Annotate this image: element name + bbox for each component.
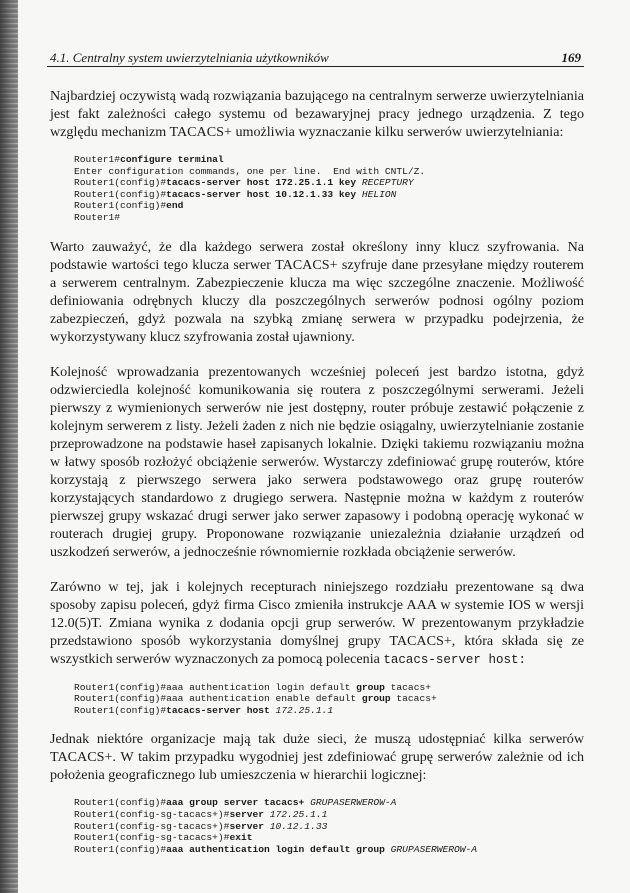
code-line: [74, 200, 584, 212]
code-line: [74, 797, 584, 809]
code-prompt: Enter configuration commands, one per line. End with CNTL/Z.: [74, 165, 426, 177]
code-arg: tacacs+: [384, 681, 431, 693]
running-header: [47, 48, 584, 67]
code-prompt: Router1(config-sg-tacacs+)#: [74, 808, 230, 820]
inline-command: tacacs-server host:: [383, 652, 526, 667]
code-val: 172.25.1.1: [269, 808, 328, 820]
code-prompt: Router1#: [74, 154, 121, 165]
code-line: [74, 166, 584, 178]
code-val: 172.25.1.1: [275, 704, 334, 716]
code-line: [74, 682, 584, 694]
code-prompt: Router1(config)#aaa authentication enable default: [74, 693, 362, 705]
paragraph-5: Jednak niektóre organizacje mają tak duże sieci, że muszą udostępniać kilka serwerów TACACS+. W takim przypadku wygodniej jest zdefiniować grupę serwerów zależnie od ich położenia geograficznego lub umieszczenia w hierarchii logicznej:: [50, 731, 584, 784]
code-line: [74, 693, 584, 705]
code-cmd: aaa group server tacacs+: [166, 797, 305, 809]
code-prompt: Router1(config)#: [74, 797, 167, 809]
code-prompt: Router1(config)#: [74, 843, 167, 855]
paragraph-4: [50, 578, 584, 669]
page-number: 169: [561, 50, 581, 65]
code-prompt: Router1(config)#: [74, 200, 167, 212]
code-cmd: tacacs-server host 10.12.1.33 key: [166, 188, 362, 200]
code-cmd: configure terminal: [120, 154, 224, 165]
code-prompt: Router1(config)#: [74, 177, 167, 189]
code-block-1: [74, 154, 584, 224]
paragraph-3: Kolejność wprowadzania prezentowanych wcześniej poleceń jest bardzo istotna, gdyż odzwierciedla kolejność komunikowania się routera z poszczególnymi serwerami. Jeżeli pierwszy z wymienionych serwerów nie jest dostępny, router próbuje zestawić połączenie z kolejnym serwerem z listy. Jeżeli żaden z nich nie będzie osiągalny, uwierzytelnianie zostanie przeprowadzone na podstawie haseł zapisanych lokalnie. Dzięki takiemu rozwiązaniu można w łatwy sposób rozłożyć obciążenie serwerów. Wystarczy zdefiniować grupę routerów, które korzystają z pierwszego serwera jako serwera podstawowego oraz grupę routerów korzystających standardowo z drugiego serwera. Następnie można w każdym z routerów pierwszej grupy wskazać drugi serwer jako serwer zapasowy i podobną operację wykonać w routerach drugiej grupy. Proponowane rozwiązanie uniezależnia działanie urządzeń od uszkodzeń serwerów, a jednocześnie równomiernie rozkłada obciążenie serwerów.: [50, 363, 584, 560]
code-cmd: aaa authentication login default group: [166, 843, 385, 855]
paragraph-2: Warto zauważyć, że dla każdego serwera został określony inny klucz szyfrowania. Na podstawie wartości tego klucza serwer TACACS+ szyfruje dane przesyłane między routerem a serwerem centralnym. Zabezpieczenie klucza ma więc szczególne znaczenie. Możliwość definiowania odrębnych kluczy dla poszczególnych serwerów podnosi ogólny poziom zabezpieczeń, gdyż pozwala na szybką zmianę serwera w przypadku podejrzenia, że wykorzystywany klucz szyfrowania został ujawniony.: [50, 238, 584, 345]
code-val: GRUPASERWEROW-A: [310, 797, 397, 809]
code-val: GRUPASERWEROW-A: [390, 843, 478, 855]
code-cmd: server: [229, 808, 264, 820]
code-cmd: group: [356, 681, 385, 693]
code-line: [74, 154, 584, 166]
code-prompt: Router1(config-sg-tacacs+)#: [74, 832, 230, 844]
code-prompt: Router1(config)#: [74, 704, 167, 716]
code-line: [74, 821, 584, 833]
code-cmd: server: [229, 820, 264, 832]
chapter-title: 4.1. Centralny system uwierzytelniania użytkowników: [50, 50, 329, 65]
code-arg: tacacs+: [390, 693, 437, 705]
code-cmd: tacacs-server host: [166, 704, 270, 716]
paragraph-1: Najbardziej oczywistą wadą rozwiązania bazującego na centralnym serwerze uwierzytelniania jest fakt zależności całego systemu od bezawaryjnej pracy jednego urządzenia. Z tego względu mechanizm TACACS+ umożliwia wyznaczanie kilku serwerów uwierzytelniania:: [50, 88, 584, 140]
code-prompt: Router1(config)#: [74, 188, 167, 200]
code-line: [74, 177, 584, 189]
code-val: 10.12.1.33: [269, 820, 328, 832]
code-prompt: Router1(config)#aaa authentication login default: [74, 681, 357, 693]
code-line: [74, 212, 584, 224]
book-binding-edge: [0, 0, 18, 893]
code-line: [74, 189, 584, 201]
code-val: HELION: [361, 188, 397, 200]
code-prompt: Router1(config-sg-tacacs+)#: [74, 820, 230, 832]
code-line: [74, 809, 584, 821]
code-line: [74, 705, 584, 717]
code-cmd: tacacs-server host 172.25.1.1 key: [166, 177, 362, 189]
code-cmd: group: [361, 693, 391, 705]
code-line: [74, 832, 584, 844]
code-block-3: [74, 797, 584, 855]
paragraph-4-text: Zarówno w tej, jak i kolejnych recepturach niniejszego rozdziału prezentowane są dwa sposoby zapisu poleceń, gdyż firma Cisco zmieniła instrukcje AAA w systemie IOS w wersji 12.0(5)T. Zmiana wynika z dodania opcji grup serwerów. W prezentowanym przykładzie przedstawiono sposób wykorzystania domyślnej grupy TACACS+, która składa się ze wszystkich serwerów wyznaczonych za pomocą polecenia: [50, 578, 584, 667]
page-body: [50, 87, 584, 869]
code-prompt: Router1#: [74, 211, 121, 223]
code-block-2: [74, 682, 584, 717]
code-val: RECEPTURY: [361, 177, 414, 189]
code-cmd: end: [166, 200, 184, 212]
code-line: [74, 844, 584, 856]
code-cmd: exit: [229, 832, 253, 844]
